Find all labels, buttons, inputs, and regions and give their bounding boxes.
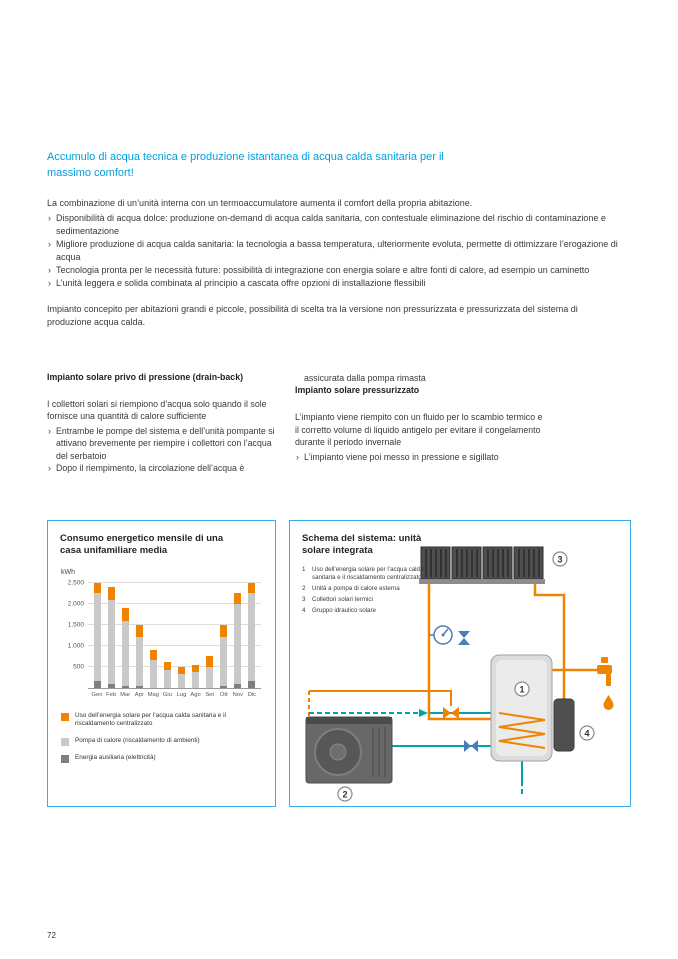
legend-number: 3 [302, 595, 306, 603]
stacked-bar [206, 579, 213, 688]
bar-segment [234, 684, 241, 688]
bar-segment [108, 587, 115, 600]
x-tick-label: Gen [91, 691, 103, 698]
bar-segment [94, 583, 101, 593]
x-tick-label: Ago [190, 691, 201, 698]
bar-segment [94, 681, 101, 687]
y-tick-label: 2.500 [67, 579, 84, 587]
bar-segment [192, 665, 199, 673]
bar-segment [122, 621, 129, 686]
stacked-bar [234, 579, 241, 688]
water-drop-icon [604, 695, 614, 710]
bar-segment [150, 660, 157, 687]
diagram-title: Schema del sistema: unità solare integrata [302, 533, 422, 557]
bar-segment [122, 686, 129, 688]
legend-item [61, 737, 263, 746]
drain-back-bullet: › Dopo il riempimento, la circolazione dell’acqua è [47, 462, 283, 474]
x-axis-labels [88, 692, 261, 698]
page-number: 72 [47, 931, 56, 940]
column-pressurized [295, 372, 545, 475]
solar-hydraulic-group [554, 699, 574, 751]
bar-segment [164, 662, 171, 670]
diagram-legend [302, 566, 430, 615]
three-way-valve-icon [443, 707, 459, 719]
bar-segment [206, 667, 213, 688]
legend-item [61, 712, 263, 729]
bar-segment [136, 637, 143, 686]
legend-label: Unità a pompa di calore esterna [312, 584, 400, 592]
x-tick-label: Set [205, 691, 215, 698]
bar-segment [234, 593, 241, 603]
x-tick-label: Ott [219, 691, 228, 698]
intro-bullet: › Disponibilità di acqua dolce: produzione on-demand di acqua calda sanitaria, con contestuale eliminazione del rischio di contaminazione e sedimentazione [47, 212, 631, 238]
bar-segment [220, 686, 227, 687]
stacked-bar [248, 579, 255, 688]
bar-segment [220, 625, 227, 638]
bar-segment [94, 593, 101, 681]
bar-mag [146, 579, 160, 688]
bars [88, 579, 261, 688]
stacked-bar [150, 579, 157, 688]
marker-hydraulic-group [580, 726, 594, 740]
x-tick-label: Giu [162, 691, 172, 698]
legend-swatch [61, 738, 69, 746]
flow-arrow-icon [419, 709, 428, 717]
drain-back-continuation: assicurata dalla pompa rimasta [304, 373, 426, 383]
bar-segment [248, 583, 255, 593]
diagram-legend-item [302, 596, 430, 604]
bar-nov [231, 579, 245, 688]
bar-feb [104, 579, 118, 688]
bar-segment [150, 650, 157, 660]
diagram-legend-item [302, 607, 430, 615]
marker-heat-pump [338, 787, 352, 801]
pressurized-heading: Impianto solare pressurizzato [295, 385, 420, 396]
bar-segment [206, 656, 213, 666]
diagram-legend-item [302, 585, 430, 593]
marker-collectors [553, 552, 567, 566]
pressurized-body: L’impianto viene riempito con un fluido per lo scambio termico e il corretto volume di liquido antigelo per evitare il congelamento durante il periodo invernale [295, 412, 543, 448]
page-title: Accumulo di acqua tecnica e produzione istantanea di acqua calda sanitaria per il massimo comfort! [47, 151, 444, 179]
legend-item [61, 754, 263, 763]
bar-giu [160, 579, 174, 688]
legend-number: 2 [302, 584, 306, 592]
legend-label: Collettori solari termici [312, 595, 373, 603]
chart-legend [61, 712, 263, 763]
x-tick-label: Nov [232, 691, 243, 698]
stacked-bar [192, 579, 199, 688]
info-boxes [47, 520, 631, 807]
bar-segment [108, 600, 115, 684]
solar-collectors [419, 547, 545, 584]
bar-gen [90, 579, 104, 688]
stacked-bar [94, 579, 101, 688]
bar-segment [248, 593, 255, 681]
intro-lead: La combinazione di un’unità interna con un termoaccumulatore aumenta il comfort della propria abitazione. [47, 197, 473, 208]
two-column-section [47, 372, 631, 475]
heat-pump-unit [306, 717, 392, 783]
intro-section [47, 150, 631, 329]
x-tick-label: Apr [134, 691, 144, 698]
intro-bullet: › Migliore produzione di acqua calda sanitaria: la tecnologia a bassa temperatura, ulteriormente evoluta, permette di ottimizzare l’erogazione di acqua [47, 238, 631, 264]
bar-segment [164, 670, 171, 688]
chart-title: Consumo energetico mensile di una casa unifamiliare media [60, 533, 224, 557]
stacked-bar [164, 579, 171, 688]
stacked-bar [122, 579, 129, 688]
pressure-gauge-icon [429, 626, 452, 644]
bar-segment [122, 608, 129, 621]
bar-segment [220, 637, 227, 686]
legend-label: Gruppo idraulico solare [312, 606, 376, 614]
bar-apr [132, 579, 146, 688]
bar-lug [174, 579, 188, 688]
x-tick-label: Dic [247, 691, 257, 698]
storage-tank [491, 655, 552, 761]
drain-back-heading: Impianto solare privo di pressione (drain-back) [47, 372, 244, 382]
legend-label: Energia ausiliaria (elettricità) [75, 753, 156, 761]
intro-closing: Impianto concepito per abitazioni grandi e piccole, possibilità di scelta tra la versione non pressurizzata e pressurizzata del sistema di produzione acqua calda. [47, 304, 578, 328]
legend-number: 4 [302, 606, 306, 614]
tap-icon [597, 657, 612, 686]
x-tick-label: Mar [120, 691, 131, 698]
bar-ott [217, 579, 231, 688]
stacked-bar [220, 579, 227, 688]
bar-segment [108, 684, 115, 688]
bar-segment [234, 604, 241, 684]
bar-dic [245, 579, 259, 688]
legend-label: Uso dell’energia solare per l’acqua calda sanitaria e il riscaldamento centralizzato [312, 565, 424, 581]
bar-segment [136, 625, 143, 638]
bar-segment [136, 686, 143, 687]
column-drain-back [47, 372, 283, 475]
energy-chart-box [47, 520, 276, 807]
chart-unit-label: kWh [61, 568, 75, 576]
bar-segment [178, 674, 185, 687]
bar-mar [118, 579, 132, 688]
stacked-bar [178, 579, 185, 688]
pressurized-bullet: › L’impianto viene poi messo in pressione e sigillato [295, 451, 545, 463]
bar-segment [192, 672, 199, 688]
y-tick-label: 2.000 [67, 600, 84, 608]
bar-segment [178, 667, 185, 675]
y-tick-label: 1.000 [67, 642, 84, 650]
legend-number: 1 [302, 565, 306, 573]
system-diagram-box [289, 520, 631, 807]
x-tick-label: Mag [147, 691, 159, 698]
bar-segment [248, 681, 255, 687]
stacked-bar [136, 579, 143, 688]
pressurized-bullets [295, 451, 545, 463]
stacked-bar [108, 579, 115, 688]
intro-bullet: › Tecnologia pronta per le necessità future: possibilità di integrazione con energia solare e altre fonti di calore, ad esempio un caminetto [47, 264, 631, 277]
x-tick-label: Lug [176, 691, 187, 698]
diagram-legend-item [302, 566, 430, 582]
intro-bullet-list [47, 212, 631, 290]
intro-bullet: › L’unità leggera e solida combinata al principio a cascata offre opzioni di installazione flessibili [47, 277, 631, 290]
safety-valve-icon [458, 631, 470, 645]
bar-ago [189, 579, 203, 688]
marker-tank [515, 682, 529, 696]
drain-back-bullets [47, 425, 283, 475]
shutoff-valve-icon [464, 740, 478, 752]
bar-chart-plot [67, 579, 261, 689]
legend-swatch [61, 755, 69, 763]
y-tick-label: 1.500 [67, 621, 84, 629]
x-tick-label: Feb [106, 691, 117, 698]
drain-back-body: I collettori solari si riempiono d’acqua solo quando il sole fornisce una quantità di calore sufficiente [47, 399, 267, 422]
svg-text:3: 3 [557, 554, 563, 565]
svg-text:1: 1 [519, 684, 525, 695]
legend-label: Pompa di calore (riscaldamento di ambienti) [75, 736, 200, 744]
svg-text:2: 2 [342, 789, 348, 800]
svg-text:4: 4 [584, 728, 590, 739]
legend-label: Uso dell’energia solare per l’acqua calda sanitaria e il riscaldamento centralizzato [75, 711, 226, 728]
drain-back-bullet: › Entrambe le pompe del sistema e dell’unità pompante si attivano brevemente per riempire i collettori con l’acqua del serbatoio [47, 425, 283, 462]
y-tick-label: 500 [73, 663, 84, 671]
bar-set [203, 579, 217, 688]
legend-swatch [61, 713, 69, 721]
